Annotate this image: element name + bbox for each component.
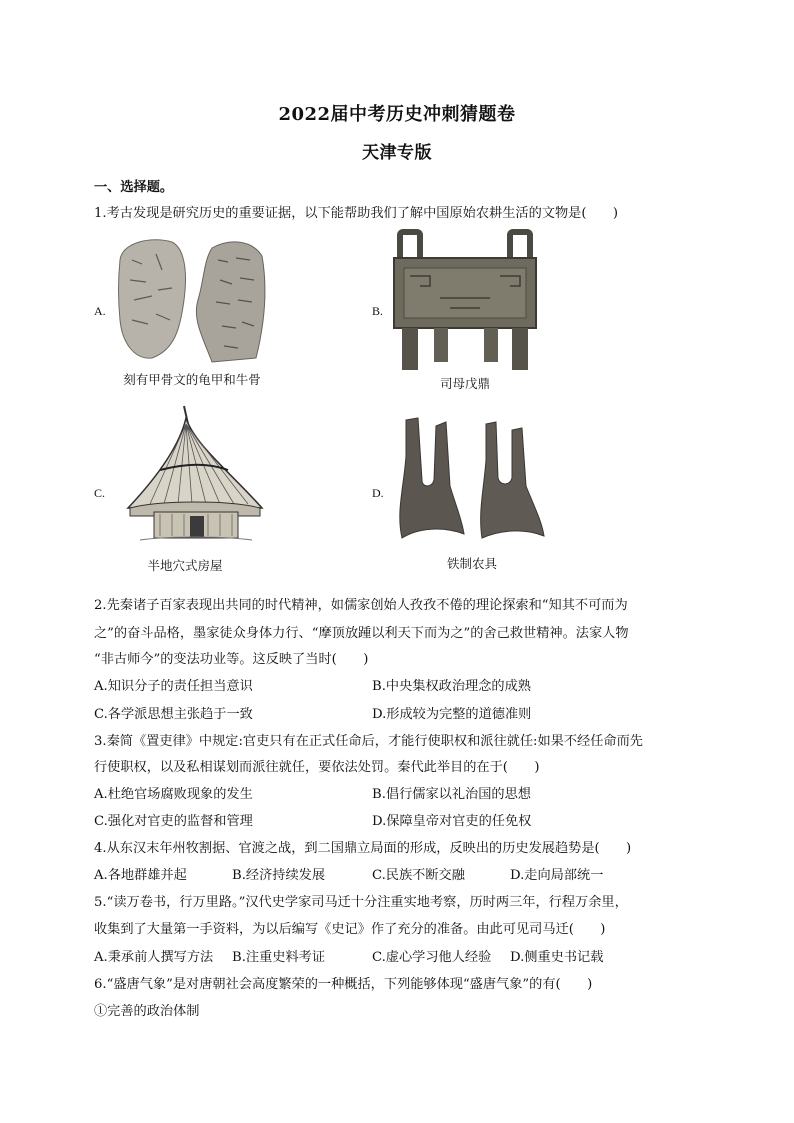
iron-tools-image xyxy=(392,416,552,546)
q2-line-1: 2.先秦诸子百家表现出共同的时代精神，如儒家创始人孜孜不倦的理论探索和“知其不可而为 xyxy=(94,598,628,613)
q2-option-c: C.各学派思想主张趋于一致 xyxy=(94,707,253,722)
q3-option-d: D.保障皇帝对官吏的任免权 xyxy=(372,814,532,829)
q1-stem: 1.考古发现是研究历史的重要证据，以下能帮助我们了解中国原始农耕生活的文物是( ) xyxy=(94,206,618,221)
q1-option-a-letter: A. xyxy=(94,304,106,318)
q2-option-d: D.形成较为完整的道德准则 xyxy=(372,707,532,722)
q4-option-b: B.经济持续发展 xyxy=(232,868,326,883)
q5-option-d: D.侧重史书记载 xyxy=(510,950,604,965)
q4-option-c: C.民族不断交融 xyxy=(372,868,465,883)
exam-subtitle: 天津专版 xyxy=(362,143,432,163)
q4-option-a: A.各地群雄并起 xyxy=(94,868,187,883)
q3-option-b: B.倡行儒家以礼治国的思想 xyxy=(372,787,531,802)
q6-line-1: 6.“盛唐气象”是对唐朝社会高度繁荣的一种概括，下列能够体现“盛唐气象”的有( ) xyxy=(94,977,593,992)
bronze-ding-image xyxy=(390,228,540,374)
q3-line-2: 行使职权，以及私相谋划而派往就任，要依法处罚。秦代此举目的在于( ) xyxy=(94,760,540,775)
q5-option-c: C.虚心学习他人经验 xyxy=(372,950,492,965)
q1-option-b-letter: B. xyxy=(372,304,384,318)
q5-line-1: 5.“读万卷书，行万里路。”汉代史学家司马迁十分注重实地考察，历时两三年，行程万余里， xyxy=(94,895,628,910)
q3-option-a: A.杜绝官场腐败现象的发生 xyxy=(94,787,253,802)
q2-option-a: A.知识分子的责任担当意识 xyxy=(94,679,253,694)
q1-option-d-letter: D. xyxy=(372,486,384,500)
q3-option-c: C.强化对官吏的监督和管理 xyxy=(94,814,253,829)
exam-title: 2022届中考历史冲刺猜题卷 xyxy=(278,104,516,125)
thatched-house-image xyxy=(120,404,270,554)
q1-option-a-caption: 刻有甲骨文的龟甲和牛骨 xyxy=(123,373,261,387)
q2-line-3: “非古师今”的变法功业等。这反映了当时( ) xyxy=(94,652,369,667)
q1-option-d-caption: 铁制农具 xyxy=(446,557,497,571)
q4-option-d: D.走向局部统一 xyxy=(510,868,604,883)
q1-option-c-letter: C. xyxy=(94,486,106,500)
q6-item-1: ①完善的政治体制 xyxy=(94,1004,200,1019)
q5-line-2: 收集到了大量第一手资料，为以后编写《史记》作了充分的准备。由此可见司马迁( ) xyxy=(94,922,606,937)
q5-option-b: B.注重史料考证 xyxy=(232,950,326,965)
q1-option-b-caption: 司母戊鼎 xyxy=(439,377,490,391)
q5-option-a: A.秉承前人撰写方法 xyxy=(94,950,214,965)
q3-line-1: 3.秦简《置吏律》中规定:官吏只有在正式任命后，才能行使职权和派往就任:如果不经任命而先 xyxy=(94,734,643,749)
q1-option-c-caption: 半地穴式房屋 xyxy=(147,559,223,573)
q2-line-2: 之”的奋斗品格，墨家徒众身体力行、“摩顶放踵以利天下而为之”的舍己救世精神。法家人物 xyxy=(94,626,629,641)
q2-option-b: B.中央集权政治理念的成熟 xyxy=(372,679,531,694)
oracle-bones-image xyxy=(112,230,272,370)
q4-line-1: 4.从东汉末年州牧割据、官渡之战，到二国鼎立局面的形成，反映出的历史发展趋势是( ) xyxy=(94,841,632,856)
section-heading: 一、选择题。 xyxy=(94,180,174,195)
